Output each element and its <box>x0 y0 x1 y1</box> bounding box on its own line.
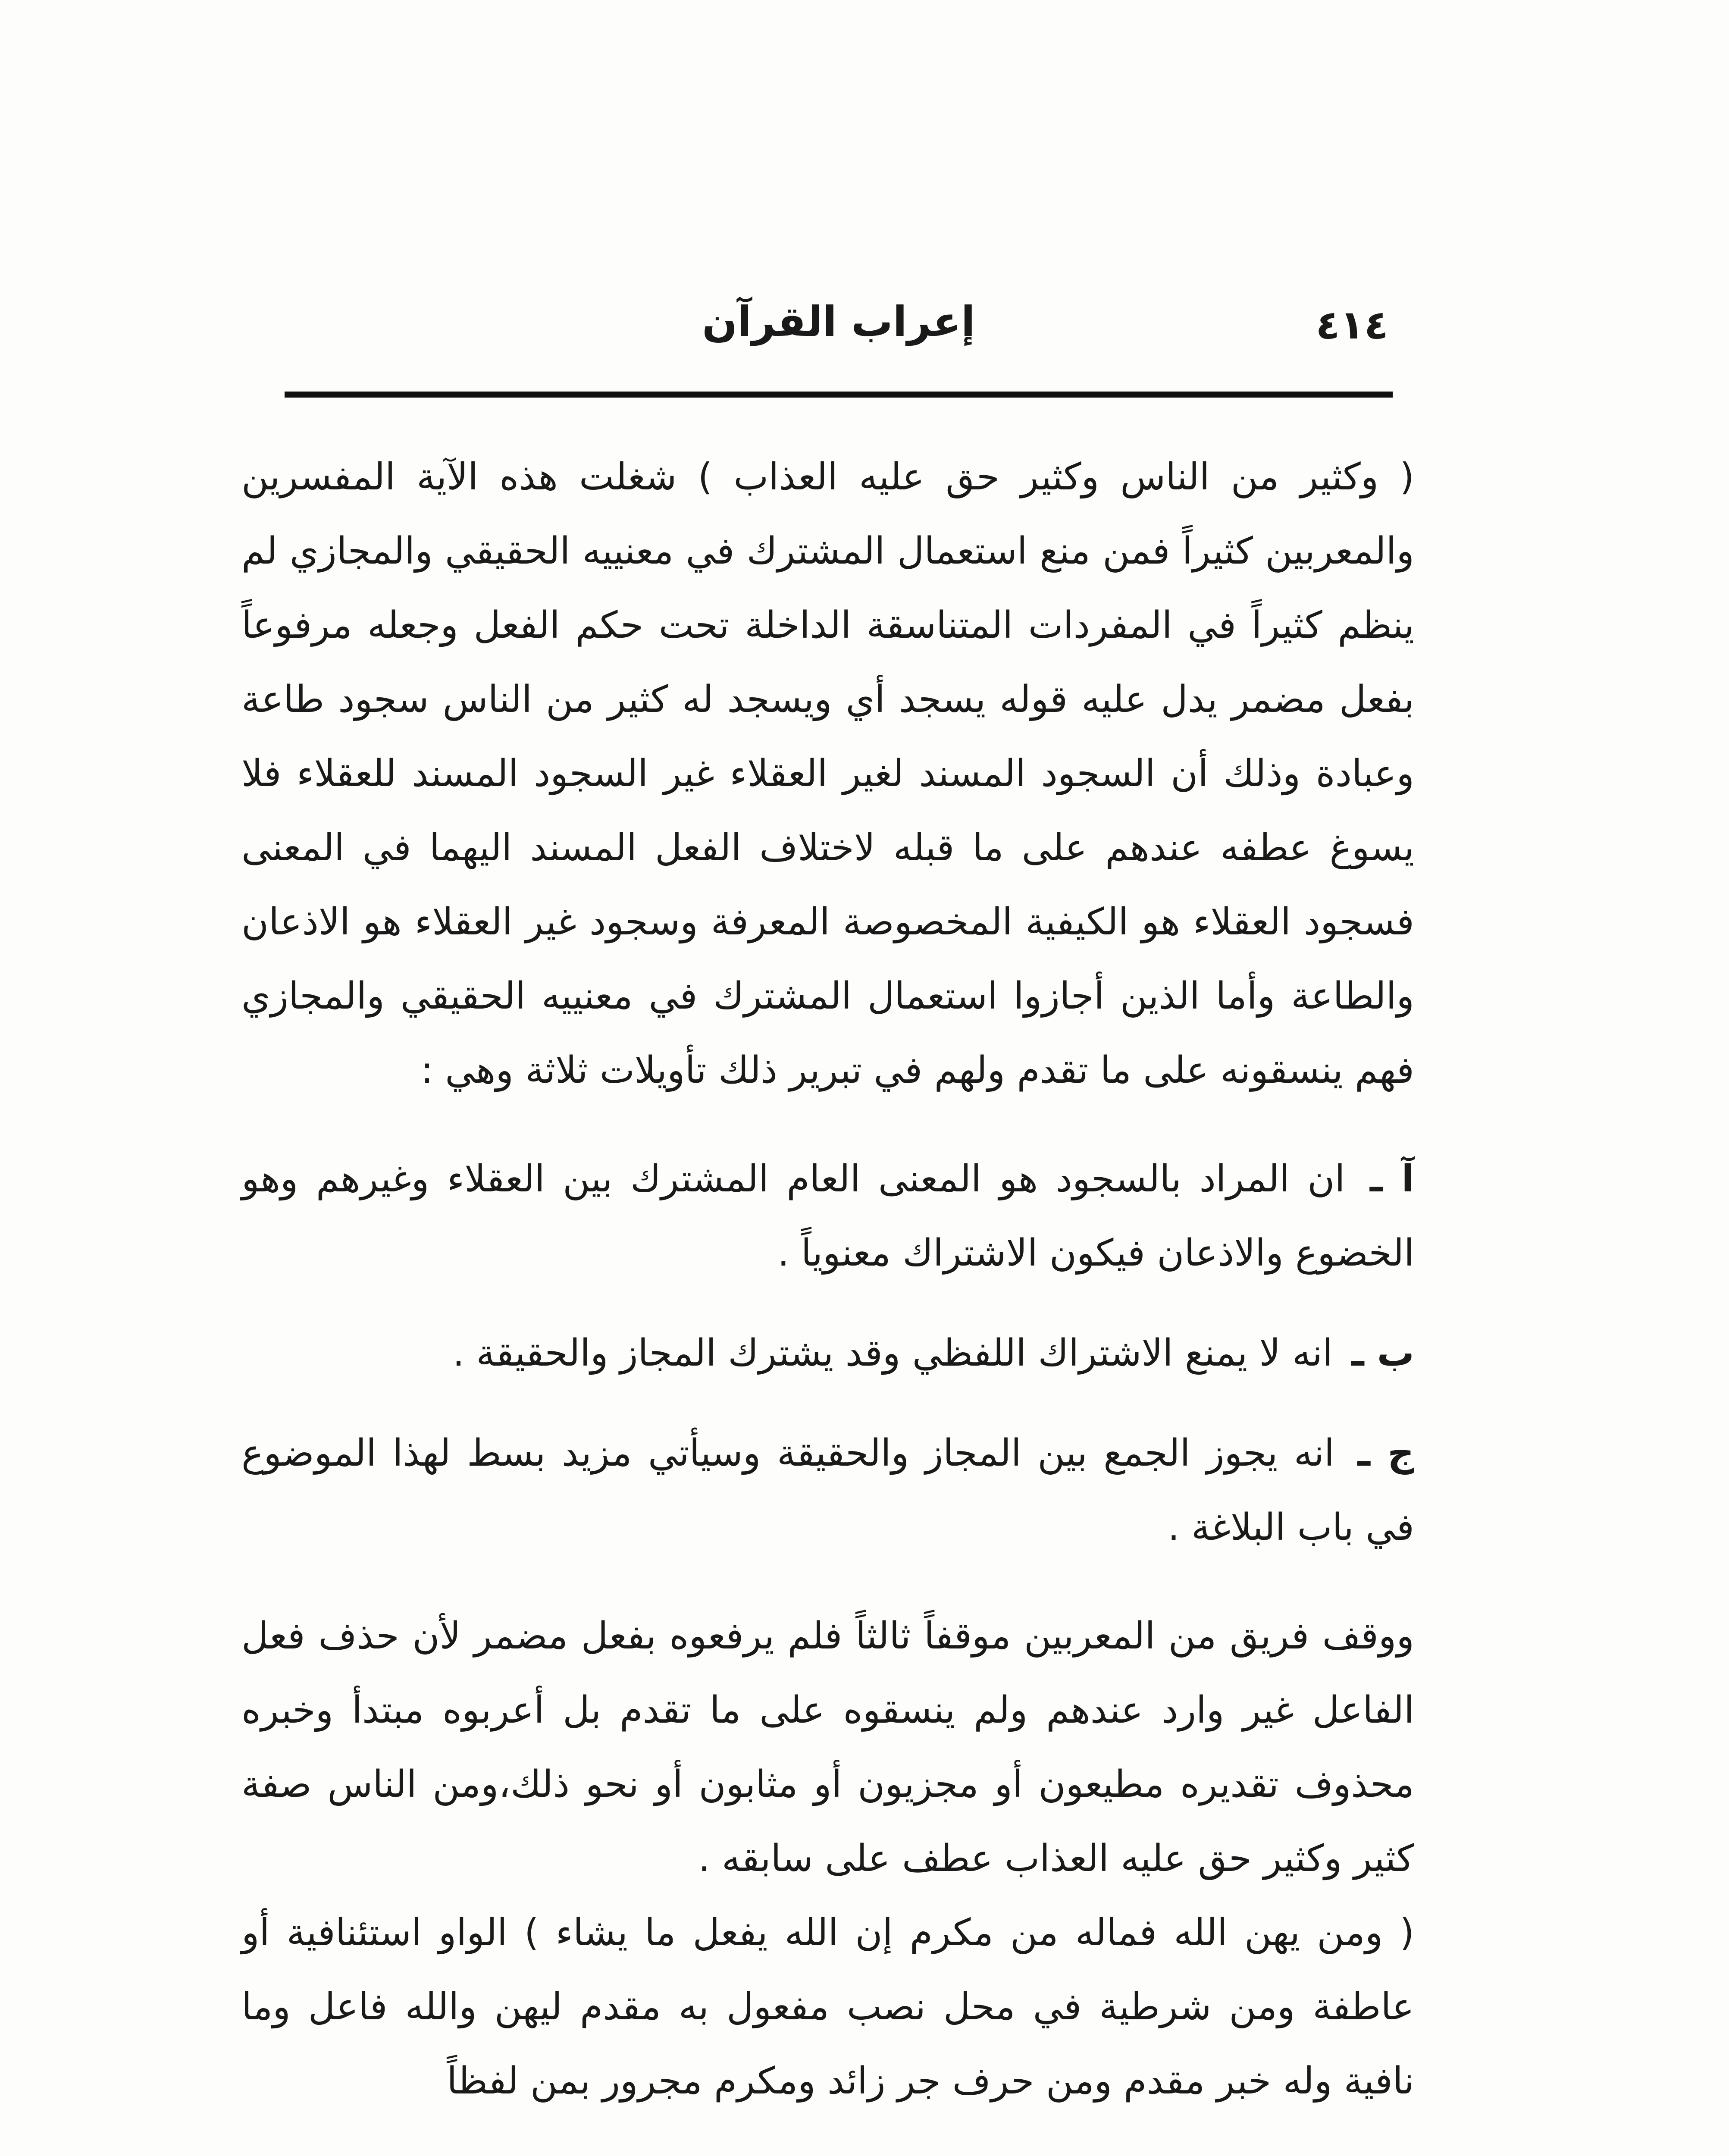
list-item-text: انه يجوز الجمع بين المجاز والحقيقة وسيأتي مزيد بسط لهذا الموضوع في باب البلاغة . <box>241 1432 1414 1549</box>
spacer <box>241 1107 1414 1142</box>
list-item-label: ب ـ <box>1351 1332 1414 1375</box>
list-item <box>241 1316 1414 1390</box>
intro-paragraph: ( وكثير من الناس وكثير حق عليه العذاب ) شغلت هذه الآية المفسرين والمعربين كثيراً فمن منع استعمال المشترك في معنييه الحقيقي والمجازي لم ينظم كثيراً في المفردات المتناسقة الداخلة تحت حكم الفعل وجعله مرفوعاً بفعل مضمر يدل عليه قوله يسجد أي ويسجد له كثير من الناس سجود طاعة وعبادة وذلك أن السجود المسند لغير العقلاء غير السجود المسند للعقلاء فلا يسوغ عطفه عندهم على ما قبله لاختلاف الفعل المسند اليهما في المعنى فسجود العقلاء هو الكيفية المخصوصة المعرفة وسجود غير العقلاء هو الاذعان والطاعة وأما الذين أجازوا استعمال المشترك في معنييه الحقيقي والمجازي فهم ينسقونه على ما تقدم ولهم في تبرير ذلك تأويلات ثلاثة وهي : <box>241 455 1414 1092</box>
page-number: ٤١٤ <box>1316 302 1388 348</box>
list-item <box>241 1142 1414 1290</box>
running-title: إعراب القرآن <box>702 298 975 346</box>
third-paragraph: ( ومن يهن الله فماله من مكرم إن الله يفعل ما يشاء ) الواو استئنافية أو عاطفة ومن شرطية في محل نصب مفعول به مقدم ليهن والله فاعل وما نافية وله خبر مقدم ومن حرف جر زائد ومكرم مجرور بمن لفظاً <box>241 1911 1414 2103</box>
list-item <box>241 1416 1414 1564</box>
second-paragraph: ووقف فريق من المعربين موقفاً ثالثاً فلم يرفعوه بفعل مضمر لأن حذف فعل الفاعل غير وارد عندهم ولم ينسقوه على ما تقدم بل أعربوه مبتدأ وخبره محذوف تقديره مطيعون أو مجزيون أو مثابون أو نحو ذلك،ومن الناس صفة كثير وكثير حق عليه العذاب عطف على سابقه . <box>241 1614 1414 1880</box>
header-rule <box>285 392 1393 398</box>
interpretations-list <box>241 1142 1414 1564</box>
page-body <box>241 440 1414 2118</box>
list-item-label: آ ـ <box>1370 1157 1414 1200</box>
list-item-text: ان المراد بالسجود هو المعنى العام المشترك بين العقلاء وغيرهم وهو الخضوع والاذعان فيكون الاشتراك معنوياً . <box>241 1157 1414 1275</box>
list-item-label: ج ـ <box>1357 1432 1414 1475</box>
list-item-text: انه لا يمنع الاشتراك اللفظي وقد يشترك المجاز والحقيقة . <box>452 1332 1333 1375</box>
page-header <box>285 285 1393 371</box>
spacer <box>241 1564 1414 1599</box>
